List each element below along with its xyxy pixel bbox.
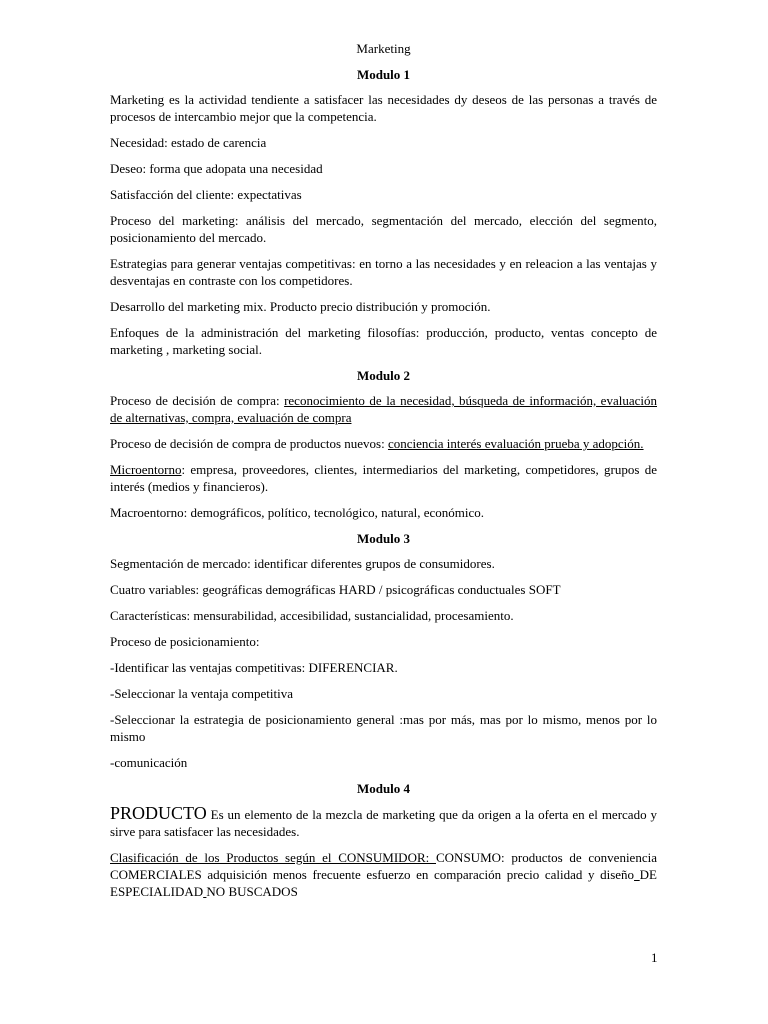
text-run: Es un elemento de la mezcla de marketing que da origen a la oferta en el mercado y sirve para satisfacer las necesidades. xyxy=(110,807,657,839)
paragraph: Estrategias para generar ventajas competitivas: en torno a las necesidades y en releacion a las ventajas y desventajas en contraste con los competidores. xyxy=(110,256,657,288)
module-2-heading: Modulo 2 xyxy=(356,368,411,383)
underlined-text: Clasificación de los Productos según el CONSUMIDOR: xyxy=(110,850,436,865)
paragraph: Cuatro variables: geográficas demográficas HARD / psicográficas conductuales SOFT xyxy=(110,582,561,597)
module-1-heading: Modulo 1 xyxy=(356,67,411,82)
text-run: Proceso de decisión de compra de productos nuevos: xyxy=(110,436,388,451)
text-run: Proceso de decisión de compra: xyxy=(110,393,285,408)
module-3-heading: Modulo 3 xyxy=(356,531,411,546)
paragraph: Características: mensurabilidad, accesibilidad, sustancialidad, procesamiento. xyxy=(110,608,514,623)
paragraph xyxy=(110,392,657,426)
underlined-text: Microentorno xyxy=(110,462,182,477)
paragraph: -Identificar las ventajas competitivas: DIFERENCIAR. xyxy=(110,660,398,675)
paragraph xyxy=(110,461,657,495)
document-title: Marketing xyxy=(356,41,411,56)
paragraph: -Seleccionar la ventaja competitiva xyxy=(110,686,293,701)
module-4-heading: Modulo 4 xyxy=(356,781,411,796)
paragraph: Enfoques de la administración del marketing filosofías: producción, producto, ventas concepto de marketing , marketing social. xyxy=(110,325,657,357)
text-run: : empresa, proveedores, clientes, intermediarios del marketing, competidores, grupos de interés (medios y financieros). xyxy=(110,462,657,494)
paragraph: Satisfacción del cliente: expectativas xyxy=(110,187,302,202)
paragraph: Deseo: forma que adopata una necesidad xyxy=(110,161,323,176)
product-keyword: PRODUCTO xyxy=(110,803,207,823)
underlined-text: reconocimiento de la necesidad, búsqueda de información, evaluación de alternativas, compra, evaluación de compra xyxy=(110,393,657,425)
paragraph: Segmentación de mercado: identificar diferentes grupos de consumidores. xyxy=(110,556,495,571)
paragraph: Proceso del marketing: análisis del mercado, segmentación del mercado, elección del segmento, posicionamiento del mercado. xyxy=(110,213,657,245)
document-body xyxy=(110,40,657,909)
paragraph: Proceso de posicionamiento: xyxy=(110,634,260,649)
page-number: 1 xyxy=(651,950,658,965)
text-run: CONSUMO: productos de conveniencia xyxy=(436,850,657,865)
paragraph: Necesidad: estado de carencia xyxy=(110,135,267,150)
text-run: NO BUSCADOS xyxy=(206,884,298,899)
paragraph xyxy=(110,849,657,900)
paragraph: Desarrollo del marketing mix. Producto precio distribución y promoción. xyxy=(110,299,491,314)
paragraph xyxy=(110,435,657,452)
underlined-text: conciencia interés evaluación prueba y adopción. xyxy=(387,436,644,451)
paragraph: -Seleccionar la estrategia de posicionamiento general :mas por más, mas por lo mismo, menos por lo mismo xyxy=(110,712,657,744)
paragraph: -comunicación xyxy=(110,755,188,770)
paragraph xyxy=(110,805,657,840)
text-run: DE ESPECIALIDAD xyxy=(110,867,658,899)
paragraph: Macroentorno: demográficos, político, tecnológico, natural, económico. xyxy=(110,505,484,520)
paragraph: Marketing es la actividad tendiente a satisfacer las necesidades dy deseos de las personas a través de procesos de intercambio mejor que la competencia. xyxy=(110,92,657,124)
text-run: COMERCIALES adquisición menos frecuente esfuerzo en comparación precio calidad y diseño xyxy=(110,867,635,882)
